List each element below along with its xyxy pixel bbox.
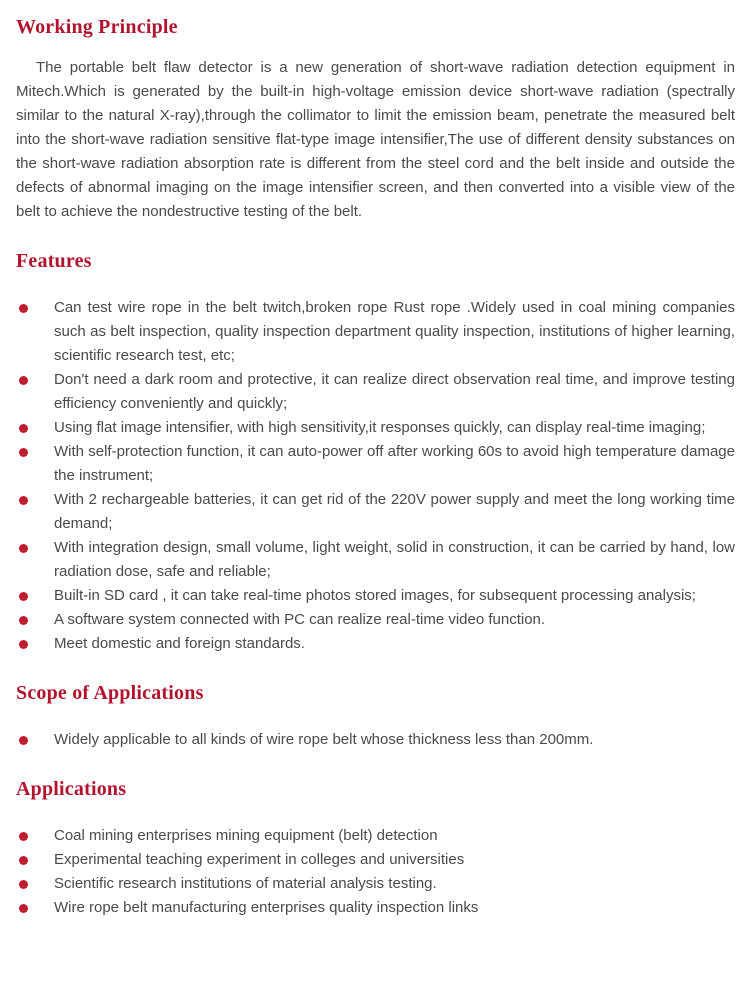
list-item-text: Widely applicable to all kinds of wire rope belt whose thickness less than 200mm. [54,731,594,748]
list-item [16,488,735,536]
bullet-icon [19,736,28,745]
list-item-text: Wire rope belt manufacturing enterprises quality inspection links [54,899,479,916]
list-item-text: Experimental teaching experiment in colleges and universities [54,851,465,868]
bullet-icon [19,832,28,841]
applications-list [16,824,735,920]
bullet-icon [19,640,28,649]
section-heading-working-principle: Working Principle [16,16,178,38]
bullet-icon [19,376,28,385]
bullet-icon [19,880,28,889]
section-heading-features: Features [16,250,92,272]
list-item [16,440,735,488]
list-item [16,848,735,872]
scope-list [16,728,735,752]
list-item [16,872,735,896]
list-item [16,896,735,920]
bullet-icon [19,448,28,457]
bullet-icon [19,856,28,865]
bullet-icon [19,904,28,913]
list-item [16,536,735,584]
list-item-text: Don't need a dark room and protective, it can realize direct observation real time, and improve testing efficiency conveniently and quickly; [54,371,735,412]
bullet-icon [19,592,28,601]
list-item [16,728,735,752]
list-item-text: Can test wire rope in the belt twitch,broken rope Rust rope .Widely used in coal mining companies such as belt inspection, quality inspection department quality inspection, institutions of higher learning, scientific research test, etc; [54,299,735,364]
bullet-icon [19,616,28,625]
list-item-text: A software system connected with PC can realize real-time video function. [54,611,546,628]
list-item [16,296,735,368]
working-principle-paragraph: The portable belt flaw detector is a new generation of short-wave radiation detection equipment in Mitech.Which is generated by the built-in high-voltage emission device short-wave radiation (spectrally similar to the natural X-ray),through the collimator to limit the emission beam, penetrate the measured belt into the short-wave radiation sensitive flat-type image intensifier,The use of different density substances on the short-wave radiation absorption rate is different from the steel cord and the belt inside and outside the defects of abnormal imaging on the image intensifier screen, and then converted into a visible view of the belt to achieve the nondestructive testing of the belt. [16,59,735,220]
bullet-icon [19,544,28,553]
features-list [16,296,735,656]
list-item-text: With self-protection function, it can auto-power off after working 60s to avoid high temperature damage the instrument; [54,443,735,484]
list-item-text: With integration design, small volume, light weight, solid in construction, it can be carried by hand, low radiation dose, safe and reliable; [54,539,735,580]
list-item [16,368,735,416]
section-heading-applications: Applications [16,778,127,800]
list-item-text: With 2 rechargeable batteries, it can get rid of the 220V power supply and meet the long working time demand; [54,491,735,532]
list-item-text: Meet domestic and foreign standards. [54,635,305,652]
list-item [16,608,735,632]
bullet-icon [19,304,28,313]
list-item [16,632,735,656]
bullet-icon [19,496,28,505]
list-item [16,584,735,608]
bullet-icon [19,424,28,433]
list-item-text: Built-in SD card , it can take real-time photos stored images, for subsequent processing analysis; [54,587,696,604]
list-item-text: Coal mining enterprises mining equipment (belt) detection [54,827,438,844]
section-heading-scope-of-applications: Scope of Applications [16,682,204,704]
list-item [16,824,735,848]
product-description-page [0,14,750,920]
list-item-text: Scientific research institutions of material analysis testing. [54,875,437,892]
list-item-text: Using flat image intensifier, with high sensitivity,it responses quickly, can display real-time imaging; [54,419,706,436]
list-item [16,416,735,440]
